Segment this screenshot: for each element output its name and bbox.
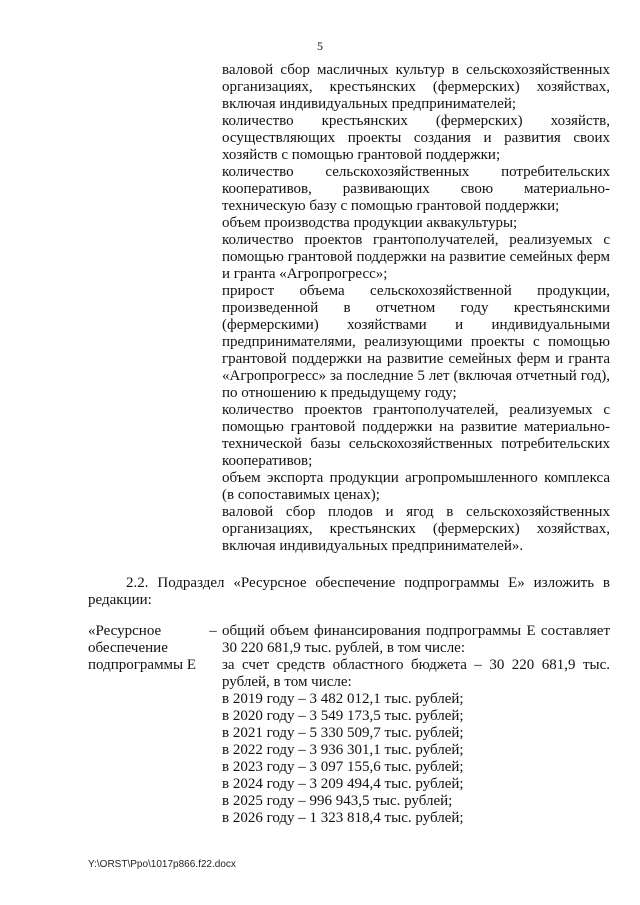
list-item: объем производства продукции аквакультуры; [222,215,518,231]
list-item: валовой сбор масличных культур в сельскохозяйственных организациях, крестьянских (фермерских) хозяйствах, включая индивидуальных предпринимателей; [222,62,610,112]
regional-budget-text: за счет средств областного бюджета – 30 220 681,9 тыс. рублей, в том числе: [222,657,610,690]
footer-file-path: Y:\ORST\Ppo\1017p866.f22.docx [88,859,236,870]
indicator-list [222,62,610,555]
list-item: количество сельскохозяйственных потребительских кооперативов, развивающих свою материально-техническую базу с помощью грантовой поддержки; [222,164,610,214]
year-line: в 2023 году – 3 097 155,6 тыс. рублей; [222,759,464,775]
year-line: в 2026 году – 1 323 818,4 тыс. рублей; [222,810,464,826]
label-dash: – [209,623,217,639]
year-line: в 2024 году – 3 209 494,4 тыс. рублей; [222,776,464,792]
total-financing-text: общий объем финансирования подпрограммы Е составляет 30 220 681,9 тыс. рублей, в том числе: [222,623,610,656]
section-instruction: 2.2. Подраздел «Ресурсное обеспечение подпрограммы Е» изложить в редакции: [88,575,610,608]
year-line: в 2025 году – 996 943,5 тыс. рублей; [222,793,453,809]
year-line: в 2020 году – 3 549 173,5 тыс. рублей; [222,708,464,724]
list-item: количество крестьянских (фермерских) хозяйств, осуществляющих проекты создания и развития своих хозяйств с помощью грантовой поддержки; [222,113,610,163]
page-number: 5 [317,39,323,53]
list-item: количество проектов грантополучателей, реализуемых с помощью грантовой поддержки на развитие материально-технической базы сельскохозяйственных потребительских кооперативов; [222,402,610,469]
list-item: прирост объема сельскохозяйственной продукции, произведенной в отчетном году крестьянскими (фермерскими) хозяйствами и индивидуальными предпринимателями, реализующими проекты с помощью грантовой поддержки на развитие семейных ферм и гранта «Агропрогресс» за последние 5 лет (включая отчетный год), по отношению к предыдущему году; [222,283,610,401]
year-line: в 2019 году – 3 482 012,1 тыс. рублей; [222,691,464,707]
list-item: валовой сбор плодов и ягод в сельскохозяйственных организациях, крестьянских (фермерских) хозяйствах, включая индивидуальных предпринимателей». [222,504,610,554]
resource-label: «Ресурсное обеспечение подпрограммы Е [88,623,197,673]
list-item: количество проектов грантополучателей, реализуемых с помощью грантовой поддержки на развитие семейных ферм и гранта «Агропрогресс»; [222,232,610,282]
year-line: в 2021 году – 5 330 509,7 тыс. рублей; [222,725,464,741]
resource-content [222,623,610,827]
year-line: в 2022 году – 3 936 301,1 тыс. рублей; [222,742,464,758]
list-item: объем экспорта продукции агропромышленного комплекса (в сопоставимых ценах); [222,470,610,503]
